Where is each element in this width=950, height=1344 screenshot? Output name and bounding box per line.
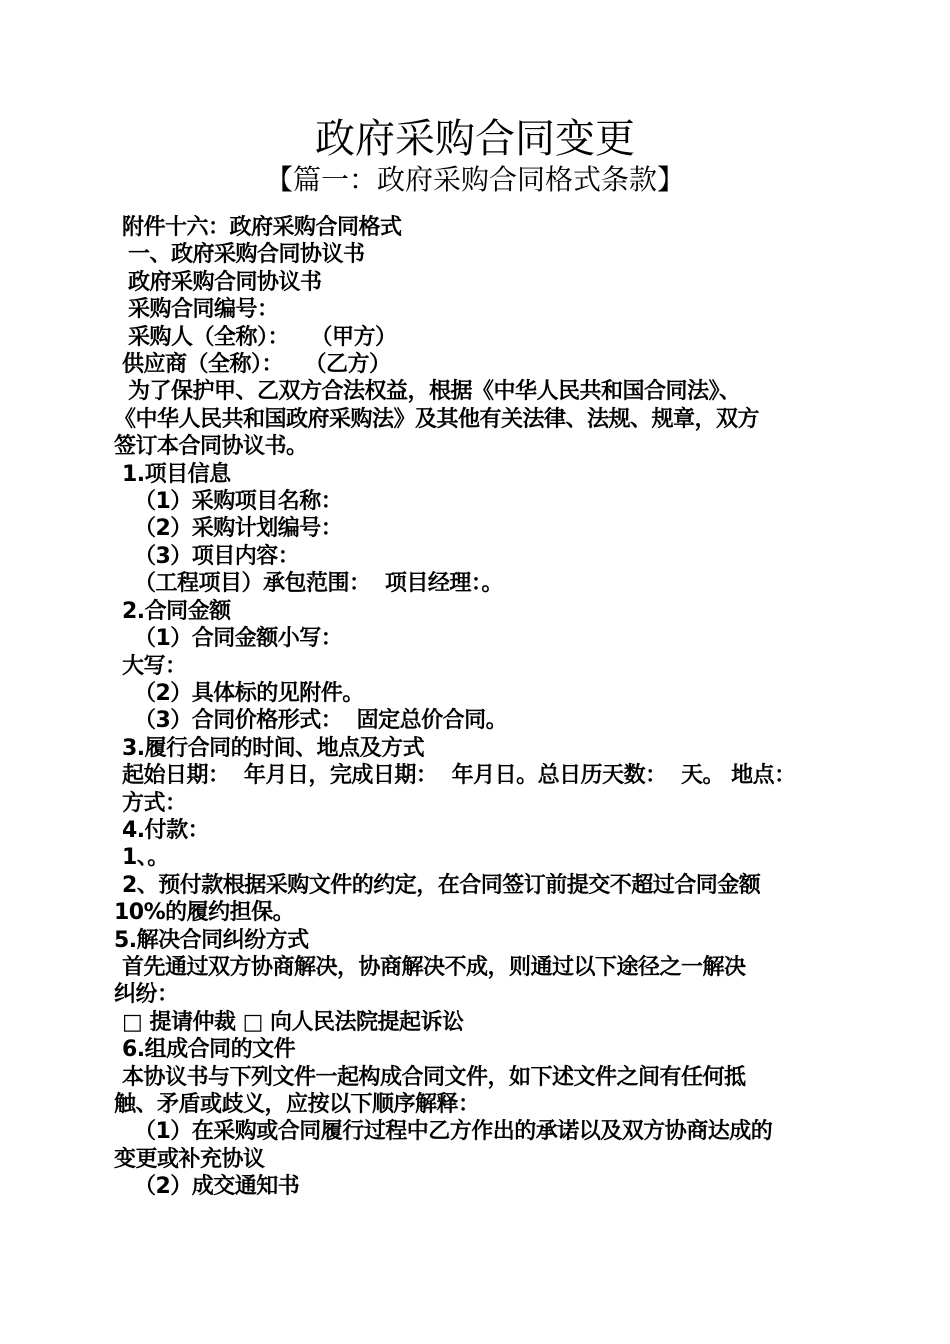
text-line: 采购人（全称）： （甲方）: [128, 324, 397, 350]
text-line: 变更或补充协议: [114, 1146, 265, 1172]
text-line: （1）在采购或合同履行过程中乙方作出的承诺以及双方协商达成的: [134, 1119, 773, 1145]
text-line: 2.合同金额: [122, 598, 231, 624]
text-line: （3）合同价格形式： 固定总价合同。: [134, 708, 508, 734]
text-line: 起始日期： 年月日，完成日期： 年月日。总日历天数： 天。 地点：: [122, 763, 796, 789]
text-line: （工程项目）承包范围： 项目经理：。: [134, 571, 503, 597]
document-subtitle: 【篇一：政府采购合同格式条款】: [264, 163, 685, 196]
text-line: 6.组成合同的文件: [122, 1037, 296, 1063]
text-line: 方式：: [122, 790, 187, 816]
text-line: 1.项目信息: [122, 461, 231, 487]
text-line: 纠纷：: [114, 982, 179, 1008]
document-title: 政府采购合同变更: [315, 116, 635, 162]
text-line: 签订本合同协议书。: [114, 434, 308, 460]
text-line: 大写：: [122, 653, 187, 679]
text-line: （3）项目内容：: [134, 543, 300, 569]
text-line: 10%的履约担保。: [114, 900, 295, 926]
text-line: 2、预付款根据采购文件的约定，在合同签订前提交不超过合同金额: [122, 872, 761, 898]
text-line: （2）采购计划编号：: [134, 516, 343, 542]
text-line: 《中华人民共和国政府采购法》及其他有关法律、法规、规章，双方: [114, 406, 760, 432]
text-line: 5.解决合同纠纷方式: [114, 927, 309, 953]
text-line: 本协议书与下列文件一起构成合同文件，如下述文件之间有任何抵: [122, 1064, 746, 1090]
text-line: 首先通过双方协商解决，协商解决不成，则通过以下途径之一解决: [122, 954, 746, 980]
text-line: □ 提请仲裁 □ 向人民法院提起诉讼: [122, 1009, 464, 1035]
text-line: （2）成交通知书: [134, 1174, 300, 1200]
text-line: 政府采购合同协议书: [128, 269, 322, 295]
text-line: 供应商（全称）： （乙方）: [122, 352, 391, 378]
document-body: [114, 214, 838, 1201]
text-line: （2）具体标的见附件。: [134, 680, 364, 706]
text-line: （1）合同金额小写：: [134, 626, 343, 652]
text-line: 4.付款：: [122, 817, 210, 843]
text-line: 采购合同编号：: [128, 297, 279, 323]
text-line: 一、政府采购合同协议书: [128, 242, 365, 268]
text-line: 附件十六：政府采购合同格式: [122, 215, 402, 240]
text-line: 1、。: [122, 845, 169, 871]
text-line: （1）采购项目名称：: [134, 489, 343, 515]
text-line: 触、矛盾或歧义，应按以下顺序解释：: [114, 1092, 480, 1117]
text-line: 3.履行合同的时间、地点及方式: [122, 735, 425, 761]
text-line: 为了保护甲、乙双方合法权益，根据《中华人民共和国合同法》、: [128, 379, 741, 405]
